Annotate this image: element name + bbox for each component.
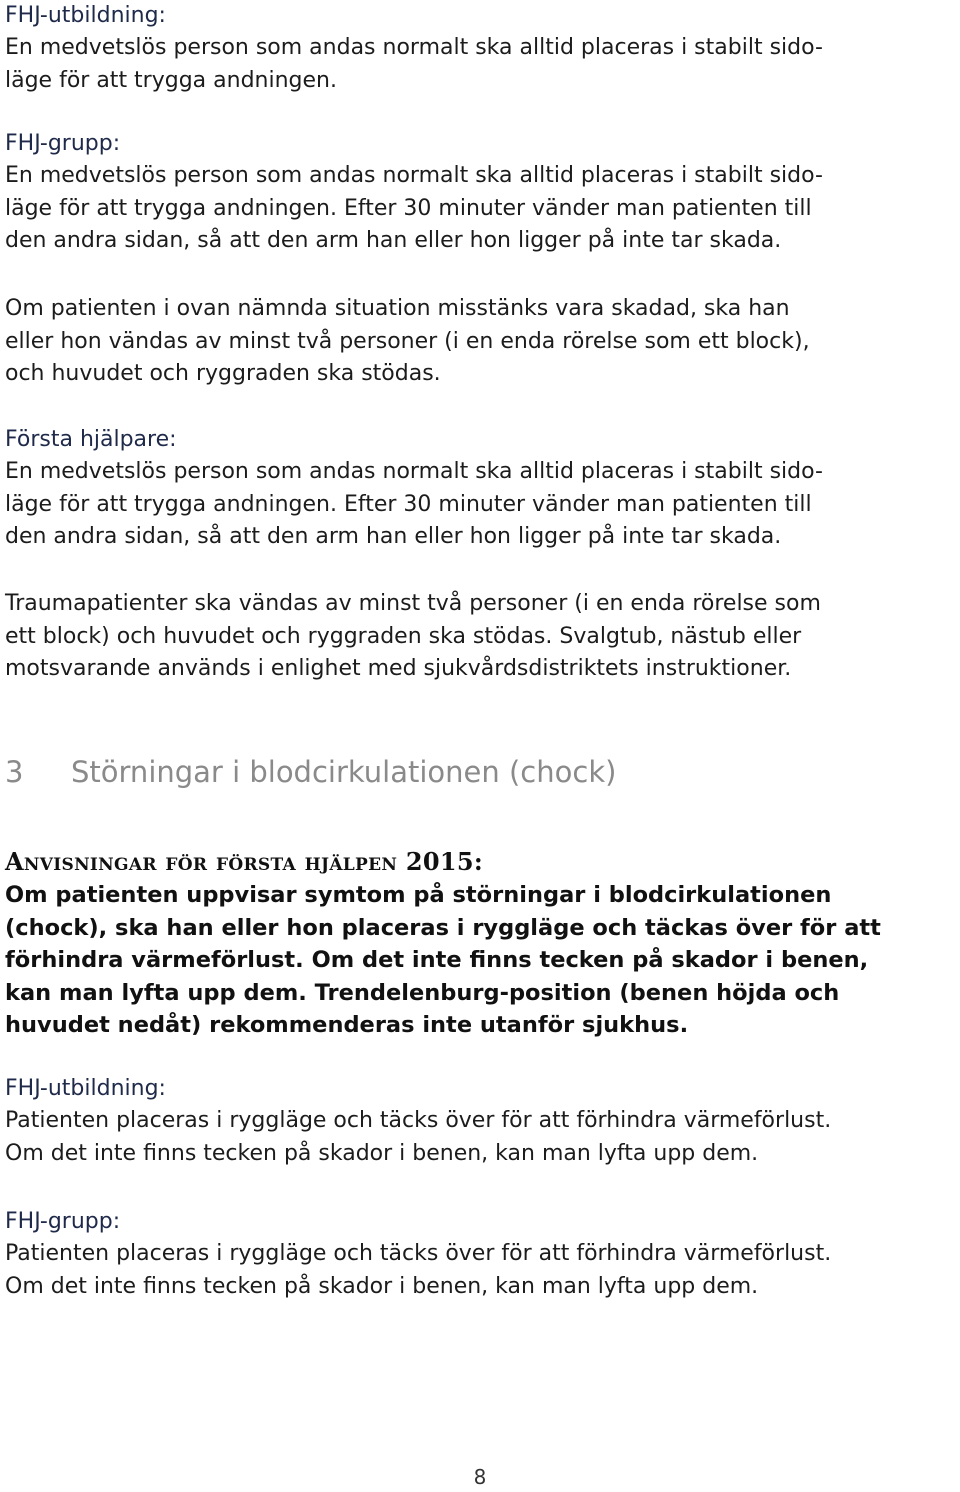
body-line: den andra sidan, så att den arm han eller hon ligger på inte tar skada.	[5, 524, 782, 550]
section-fhj-grupp-2	[5, 1206, 957, 1303]
paragraph-trauma-patients	[5, 588, 957, 686]
guidelines-text	[5, 879, 957, 1042]
guidelines-heading: Anvisningar för första hjälpen 2015:	[5, 847, 484, 876]
section-label: FHJ-grupp:	[5, 1209, 121, 1234]
body-line: Om patienten i ovan nämnda situation misstänks vara skadad, ska han	[5, 296, 790, 321]
section-fhj-utbildning-2	[5, 1073, 957, 1170]
section-label: Första hjälpare:	[5, 427, 177, 452]
body-line: förhindra värmeförlust. Om det inte finns tecken på skador i benen,	[5, 947, 869, 974]
body-line: läge för att trygga andningen. Efter 30 minuter vänder man patienten till	[5, 195, 812, 221]
body-line: och huvudet och ryggraden ska stödas.	[5, 361, 441, 387]
section-label: FHJ-utbildning:	[5, 1076, 166, 1101]
body-line: Patienten placeras i ryggläge och täcks över för att förhindra värmeförlust.	[5, 1241, 832, 1266]
body-line: den andra sidan, så att den arm han eller hon ligger på inte tar skada.	[5, 228, 782, 254]
body-line: huvudet nedåt) rekommenderas inte utanför sjukhus.	[5, 1012, 689, 1039]
body-line: Traumapatienter ska vändas av minst två personer (i en enda rörelse som	[5, 591, 821, 616]
section-label: FHJ-utbildning:	[5, 3, 166, 28]
body-line: Om det inte finns tecken på skador i benen, kan man lyfta upp dem.	[5, 1140, 759, 1166]
body-line: motsvarande används i enlighet med sjukvårdsdistriktets instruktioner.	[5, 656, 792, 682]
section-fhj-utbildning-1	[5, 0, 957, 97]
body-line: (chock), ska han eller hon placeras i ryggläge och täckas över för att	[5, 914, 881, 941]
chapter-number: 3	[5, 755, 24, 789]
paragraph-injured-patient	[5, 293, 957, 391]
body-line: ett block) och huvudet och ryggraden ska stödas. Svalgtub, nästub eller	[5, 623, 802, 649]
section-fhj-grupp-1	[5, 128, 957, 258]
body-line: Patienten placeras i ryggläge och täcks över för att förhindra värmeförlust.	[5, 1108, 832, 1133]
chapter-heading	[5, 752, 616, 792]
body-line: En medvetslös person som andas normalt ska alltid placeras i stabilt sido-	[5, 35, 823, 60]
body-line: En medvetslös person som andas normalt ska alltid placeras i stabilt sido-	[5, 459, 823, 484]
body-line: Om det inte finns tecken på skador i benen, kan man lyfta upp dem.	[5, 1273, 759, 1299]
section-label: FHJ-grupp:	[5, 131, 121, 156]
body-line: kan man lyfta upp dem. Trendelenburg-position (benen höjda och	[5, 979, 840, 1006]
body-line: läge för att trygga andningen. Efter 30 minuter vänder man patienten till	[5, 491, 812, 517]
section-forsta-hjalpare	[5, 424, 957, 554]
chapter-title: Störningar i blodcirkulationen (chock)	[71, 755, 617, 789]
body-line: Om patienten uppvisar symtom på störningar i blodcirkulationen	[5, 882, 832, 908]
page-number: 8	[473, 1465, 487, 1489]
body-line: läge för att trygga andningen.	[5, 67, 337, 93]
body-line: En medvetslös person som andas normalt ska alltid placeras i stabilt sido-	[5, 163, 823, 188]
body-line: eller hon vändas av minst två personer (i en enda rörelse som ett block),	[5, 328, 810, 354]
